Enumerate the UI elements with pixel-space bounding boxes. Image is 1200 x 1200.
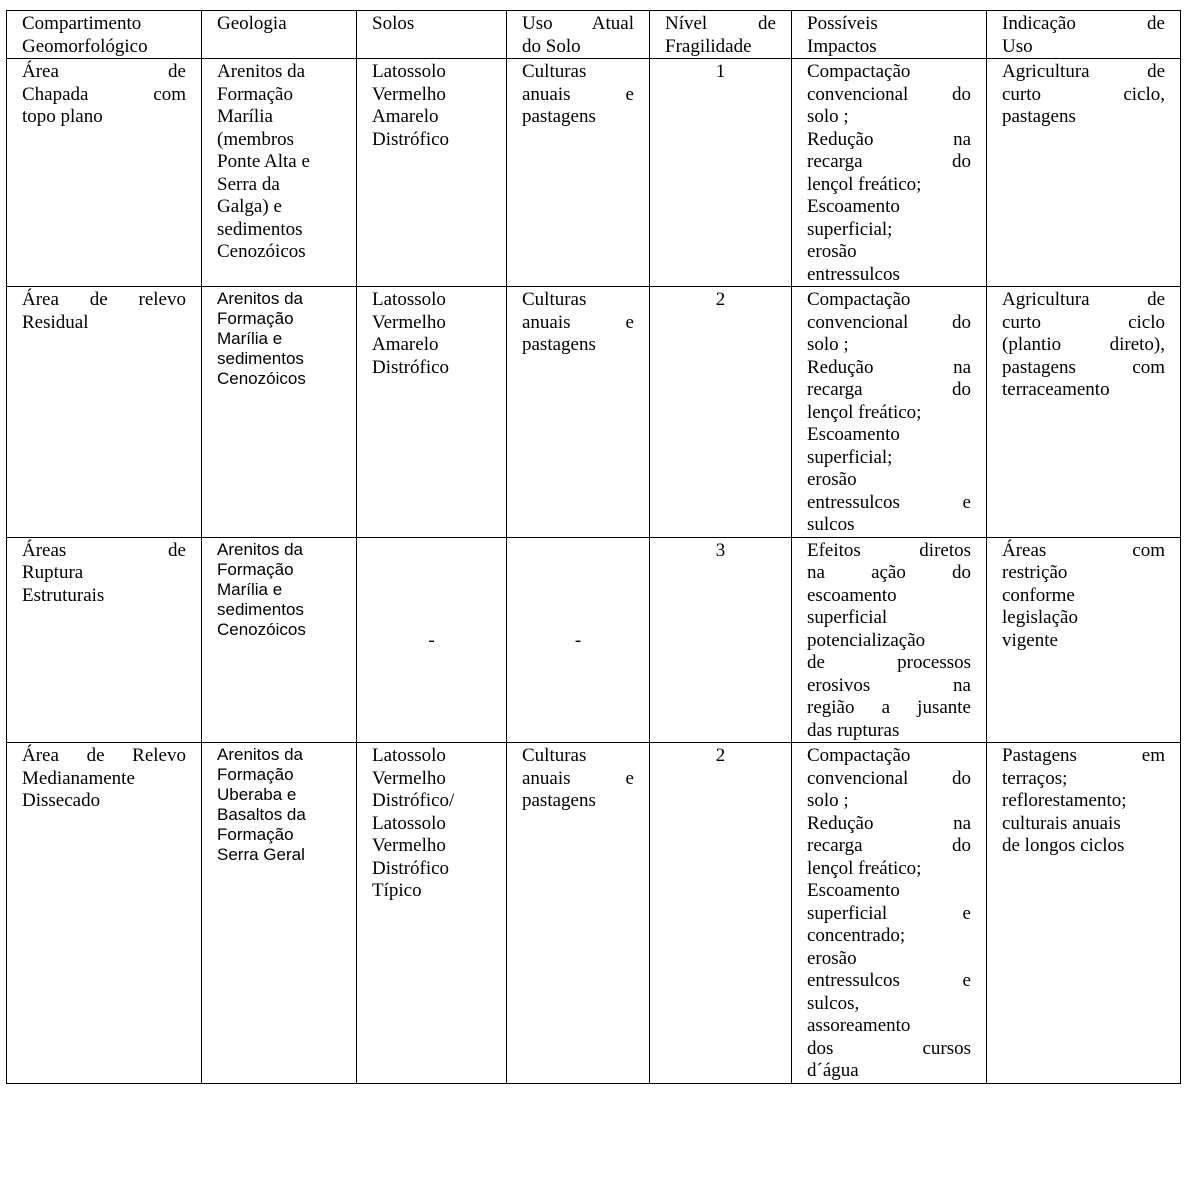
cell-indicacao [987,59,1181,287]
cell-line: Amarelo [372,334,439,355]
cell-line: Dissecado [22,790,101,811]
cell-line: Compactação [807,289,911,310]
cell-line: erosão [807,947,857,969]
cell-line: (membros [217,128,295,150]
cell-line: convencional do [807,311,971,333]
header-text: Nível de [665,13,776,34]
cell-compartimento [7,743,202,1084]
cell-line: Ruptura [22,562,84,583]
cell-impactos [792,537,987,743]
header-text: Geologia [217,13,287,34]
cell-line: (plantio direto), [1002,334,1165,355]
cell-line: sedimentos [217,349,304,368]
cell-uso-atual [507,59,650,287]
cell-line: Arenitos da [217,745,303,764]
cell-line: Vermelho [372,767,446,789]
cell-line: Marília [217,106,273,127]
cell-line: Área de Relevo [22,745,186,766]
cell-line: recarga do [807,379,971,400]
cell-line: Ponte Alta e [217,151,310,172]
cell-line: Redução na [807,812,971,834]
header-text: Solos [372,13,415,34]
cell-line: Pastagens em [1002,745,1165,766]
cell-line: curto ciclo [1002,311,1165,333]
cell-line: Latossolo [372,289,446,310]
cell-line: assoreamento [807,1015,911,1036]
cell-line: lençol freático; [807,401,922,423]
header-text: Impactos [807,35,877,57]
cell-line: Escoamento [807,880,900,901]
cell-line: Arenitos da [217,289,303,308]
cell-line: Vermelho [372,311,446,333]
cell-line: Marília e [217,579,283,599]
cell-line: Estruturais [22,584,105,606]
cell-line: Distrófico [372,356,450,378]
cell-compartimento [7,537,202,743]
cell-nivel: 2 [650,287,792,538]
cell-line: superficial; [807,446,893,468]
header-indicacao [987,11,1181,59]
cell-line: sedimentos [217,599,304,619]
cell-line: solo ; [807,790,849,811]
cell-line: de processos [807,652,971,673]
cell-line: curto ciclo, [1002,83,1165,105]
cell-line: Galga) e [217,196,282,217]
header-text: Compartimento [22,13,142,34]
cell-line: Medianamente [22,767,135,789]
cell-line: Uberaba e [217,785,297,804]
cell-line: pastagens [1002,106,1076,127]
cell-line: restrição [1002,562,1068,583]
cell-compartimento [7,59,202,287]
cell-line: terraços; [1002,767,1068,789]
cell-line: Marília e [217,329,283,348]
cell-line: concentrado; [807,925,906,946]
cell-line: Formação [217,765,294,784]
cell-line: terraceamento [1002,379,1110,400]
cell-solos [357,59,507,287]
table-header-row [7,11,1181,59]
cell-line: legislação [1002,607,1078,628]
cell-line: Formação [217,83,293,105]
cell-line: escoamento [807,584,897,606]
cell-line: culturais anuais [1002,812,1121,834]
cell-line: Serra Geral [217,845,305,864]
cell-line: sulcos [807,514,855,535]
cell-line: Cenozóicos [217,619,306,639]
header-impactos [792,11,987,59]
header-text: Fragilidade [665,35,752,57]
cell-uso-atual [507,287,650,538]
cell-line: Formação [217,825,294,844]
cell-line: sedimentos [217,218,303,240]
cell-geologia [202,537,357,743]
cell-line: pastagens [522,106,596,127]
cell-impactos [792,743,987,1084]
cell-line: pastagens [522,790,596,811]
cell-line: convencional do [807,83,971,105]
cell-line: Área de [22,61,186,82]
cell-line: Escoamento [807,196,900,217]
cell-line: Área de relevo [22,289,186,310]
cell-line: Áreas de [22,539,186,561]
cell-line: Áreas com [1002,539,1165,561]
header-nivel [650,11,792,59]
cell-geologia [202,743,357,1084]
cell-line: d´água [807,1060,859,1081]
cell-geologia [202,287,357,538]
cell-line: Arenitos da [217,61,306,82]
cell-line: Vermelho [372,83,446,105]
table-row [7,287,1181,538]
cell-line: Agricultura de [1002,289,1165,310]
cell-line: lençol freático; [807,173,922,195]
cell-line: Distrófico/ [372,790,455,811]
cell-line: dos cursos [807,1037,971,1059]
cell-line: na ação do [807,562,971,583]
cell-line: Típico [372,880,422,901]
header-uso-atual [507,11,650,59]
cell-geologia [202,59,357,287]
header-solos [357,11,507,59]
cell-line: Efeitos diretos [807,539,971,561]
cell-line: Residual [22,311,89,333]
cell-line: Formação [217,559,294,579]
cell-line: convencional do [807,767,971,789]
cell-line: Agricultura de [1002,61,1165,82]
cell-line: anuais e [522,311,634,333]
cell-solos [357,743,507,1084]
cell-line: pastagens com [1002,356,1165,378]
cell-line: reflorestamento; [1002,790,1127,811]
cell-line: Redução na [807,356,971,378]
header-text: Uso [1002,35,1033,57]
header-text: Possíveis [807,13,878,34]
cell-line: recarga do [807,151,971,172]
cell-line: Basaltos da [217,805,306,824]
cell-line: conforme [1002,584,1075,606]
cell-line: Chapada com [22,83,186,105]
cell-impactos [792,287,987,538]
cell-line: entressulcos e [807,970,971,991]
cell-line: Cenozóicos [217,369,306,388]
cell-line: anuais e [522,767,634,789]
cell-line: anuais e [522,83,634,105]
cell-line: vigente [1002,629,1058,651]
header-geologia [202,11,357,59]
cell-line: superficial e [807,902,971,924]
cell-line: Latossolo [372,745,446,766]
cell-line: erosivos na [807,674,971,696]
cell-line: entressulcos e [807,491,971,513]
cell-line: Escoamento [807,424,900,445]
header-text: Geomorfológico [22,35,148,57]
cell-nivel: 1 [650,59,792,287]
cell-line: Redução na [807,128,971,150]
cell-indicacao [987,743,1181,1084]
cell-line: Serra da [217,173,280,195]
cell-line: topo plano [22,106,103,127]
cell-line: recarga do [807,835,971,856]
cell-line: solo ; [807,334,849,355]
cell-line: Latossolo [372,61,446,82]
cell-line: Latossolo [372,812,446,834]
cell-line: Vermelho [372,835,446,856]
cell-line: Amarelo [372,106,439,127]
cell-line: solo ; [807,106,849,127]
cell-line: Compactação [807,61,911,82]
cell-solos [357,287,507,538]
cell-compartimento [7,287,202,538]
cell-uso-atual [507,743,650,1084]
table-row [7,59,1181,287]
table-row [7,537,1181,743]
cell-line: erosão [807,241,857,262]
cell-uso-atual: - [507,537,650,743]
header-text: Indicação de [1002,13,1165,34]
cell-line: Culturas [522,289,587,310]
cell-line: Formação [217,309,294,328]
cell-nivel: 3 [650,537,792,743]
cell-impactos [792,59,987,287]
cell-line: lençol freático; [807,857,922,879]
cell-indicacao [987,287,1181,538]
cell-line: potencialização [807,629,926,651]
table-row [7,743,1181,1084]
cell-line: superficial [807,607,888,628]
cell-line: superficial; [807,218,893,240]
cell-line: sulcos, [807,992,860,1014]
header-text: do Solo [522,35,581,57]
cell-solos: - [357,537,507,743]
cell-line: erosão [807,469,857,490]
cell-indicacao [987,537,1181,743]
cell-line: entressulcos [807,263,900,285]
cell-line: Culturas [522,61,587,82]
cell-nivel: 2 [650,743,792,1084]
header-text: Uso Atual [522,13,634,34]
cell-line: das rupturas [807,719,900,741]
fragility-table [6,10,1181,1084]
cell-line: Arenitos da [217,539,303,559]
cell-line: região a jusante [807,697,971,718]
cell-line: Compactação [807,745,911,766]
header-compartimento [7,11,202,59]
cell-line: de longos ciclos [1002,835,1125,856]
cell-line: Distrófico [372,128,450,150]
cell-line: Cenozóicos [217,241,306,262]
cell-line: Distrófico [372,857,450,879]
cell-line: pastagens [522,334,596,355]
cell-line: Culturas [522,745,587,766]
